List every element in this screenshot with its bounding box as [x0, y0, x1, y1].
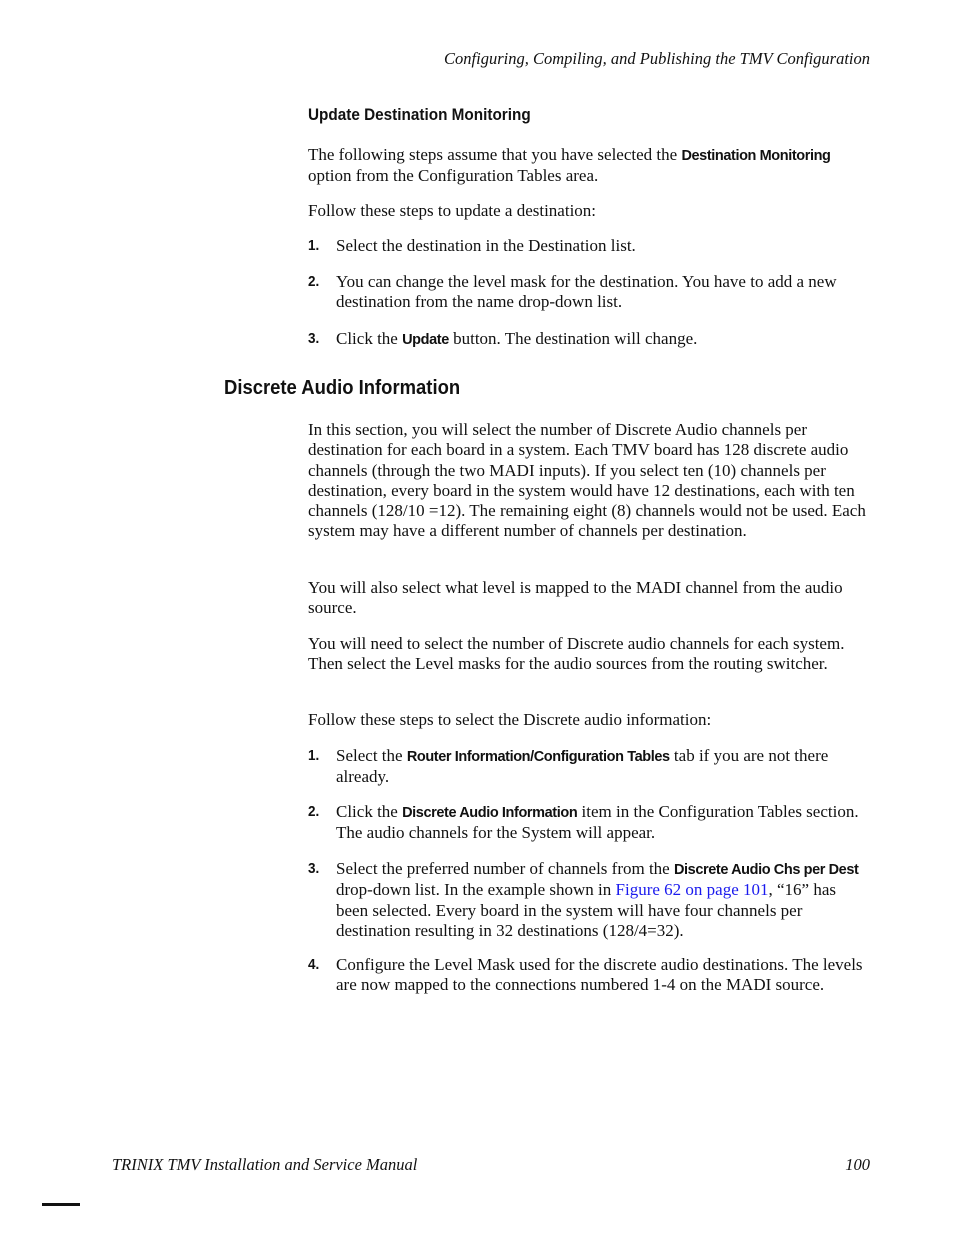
step-text: Click the Update button. The destination will change.: [336, 329, 698, 348]
step-text: Click the Discrete Audio Information item in the Configuration Tables section. The audio channels for the System will appear.: [336, 802, 859, 843]
step-number: 4.: [308, 956, 320, 973]
heading-discrete-audio-information: Discrete Audio Information: [224, 376, 461, 399]
step-text: You can change the level mask for the destination. You have to add a new destination from the name drop-down list.: [336, 272, 837, 312]
step-number: 3.: [308, 860, 320, 877]
step-number: 2.: [308, 273, 320, 290]
step-text: Select the destination in the Destination list.: [336, 236, 636, 255]
footer-manual-title: TRINIX TMV Installation and Service Manual: [112, 1155, 418, 1174]
discrete-lead-paragraph: Follow these steps to select the Discrete audio information:: [308, 710, 712, 729]
step-number: 2.: [308, 803, 320, 820]
discrete-paragraph-1: In this section, you will select the number of Discrete Audio channels per destination for each board in a system. Each TMV board has 128 discrete audio channels (through the two MADI inputs). If you select ten (10) channels per destination, every board in the system would have 12 destinations, each with ten channels (128/10 =12). The remaining eight (8) channels would not be used. Each system may have a different number of channels per destination.: [308, 420, 866, 541]
step-text: Configure the Level Mask used for the discrete audio destinations. The levels are now mapped to the connections numbered 1-4 on the MADI source.: [336, 955, 863, 995]
ui-term-update: Update: [402, 332, 449, 348]
running-header: Configuring, Compiling, and Publishing the TMV Configuration: [444, 49, 870, 68]
update-lead-paragraph: Follow these steps to update a destination:: [308, 201, 597, 220]
footer-rule: [42, 1203, 80, 1206]
figure-62-link[interactable]: Figure 62 on page 101: [615, 880, 769, 900]
ui-term-discrete-audio-information: Discrete Audio Information: [402, 805, 578, 821]
ui-term-router-information-tab: Router Information/Configuration Tables: [406, 749, 670, 765]
update-intro-paragraph: The following steps assume that you have selected the Destination Monitoring option from the Configuration Tables area.: [308, 145, 831, 186]
discrete-paragraph-3: You will need to select the number of Discrete audio channels for each system. Then select the Level masks for the audio sources from the routing switcher.: [308, 634, 845, 674]
heading-update-destination-monitoring: Update Destination Monitoring: [308, 105, 531, 124]
ui-term-discrete-audio-chs-per-dest: Discrete Audio Chs per Dest: [673, 862, 859, 878]
step-number: 1.: [308, 747, 320, 764]
step-text: Select the preferred number of channels from the Discrete Audio Chs per Dest drop-down list. In the example shown in Figure 62 on page 101, “16” has been selected. Every board in the system will have four channels per destination resulting in 32 destinations (128/4=32).: [336, 859, 859, 940]
ui-term-destination-monitoring: Destination Monitoring: [681, 148, 831, 164]
step-number: 3.: [308, 330, 320, 347]
step-number: 1.: [308, 237, 320, 254]
footer-page-number: 100: [845, 1155, 870, 1174]
step-text: Select the Router Information/Configuration Tables tab if you are not there already.: [336, 746, 829, 787]
discrete-paragraph-2: You will also select what level is mapped to the MADI channel from the audio source.: [308, 578, 843, 618]
